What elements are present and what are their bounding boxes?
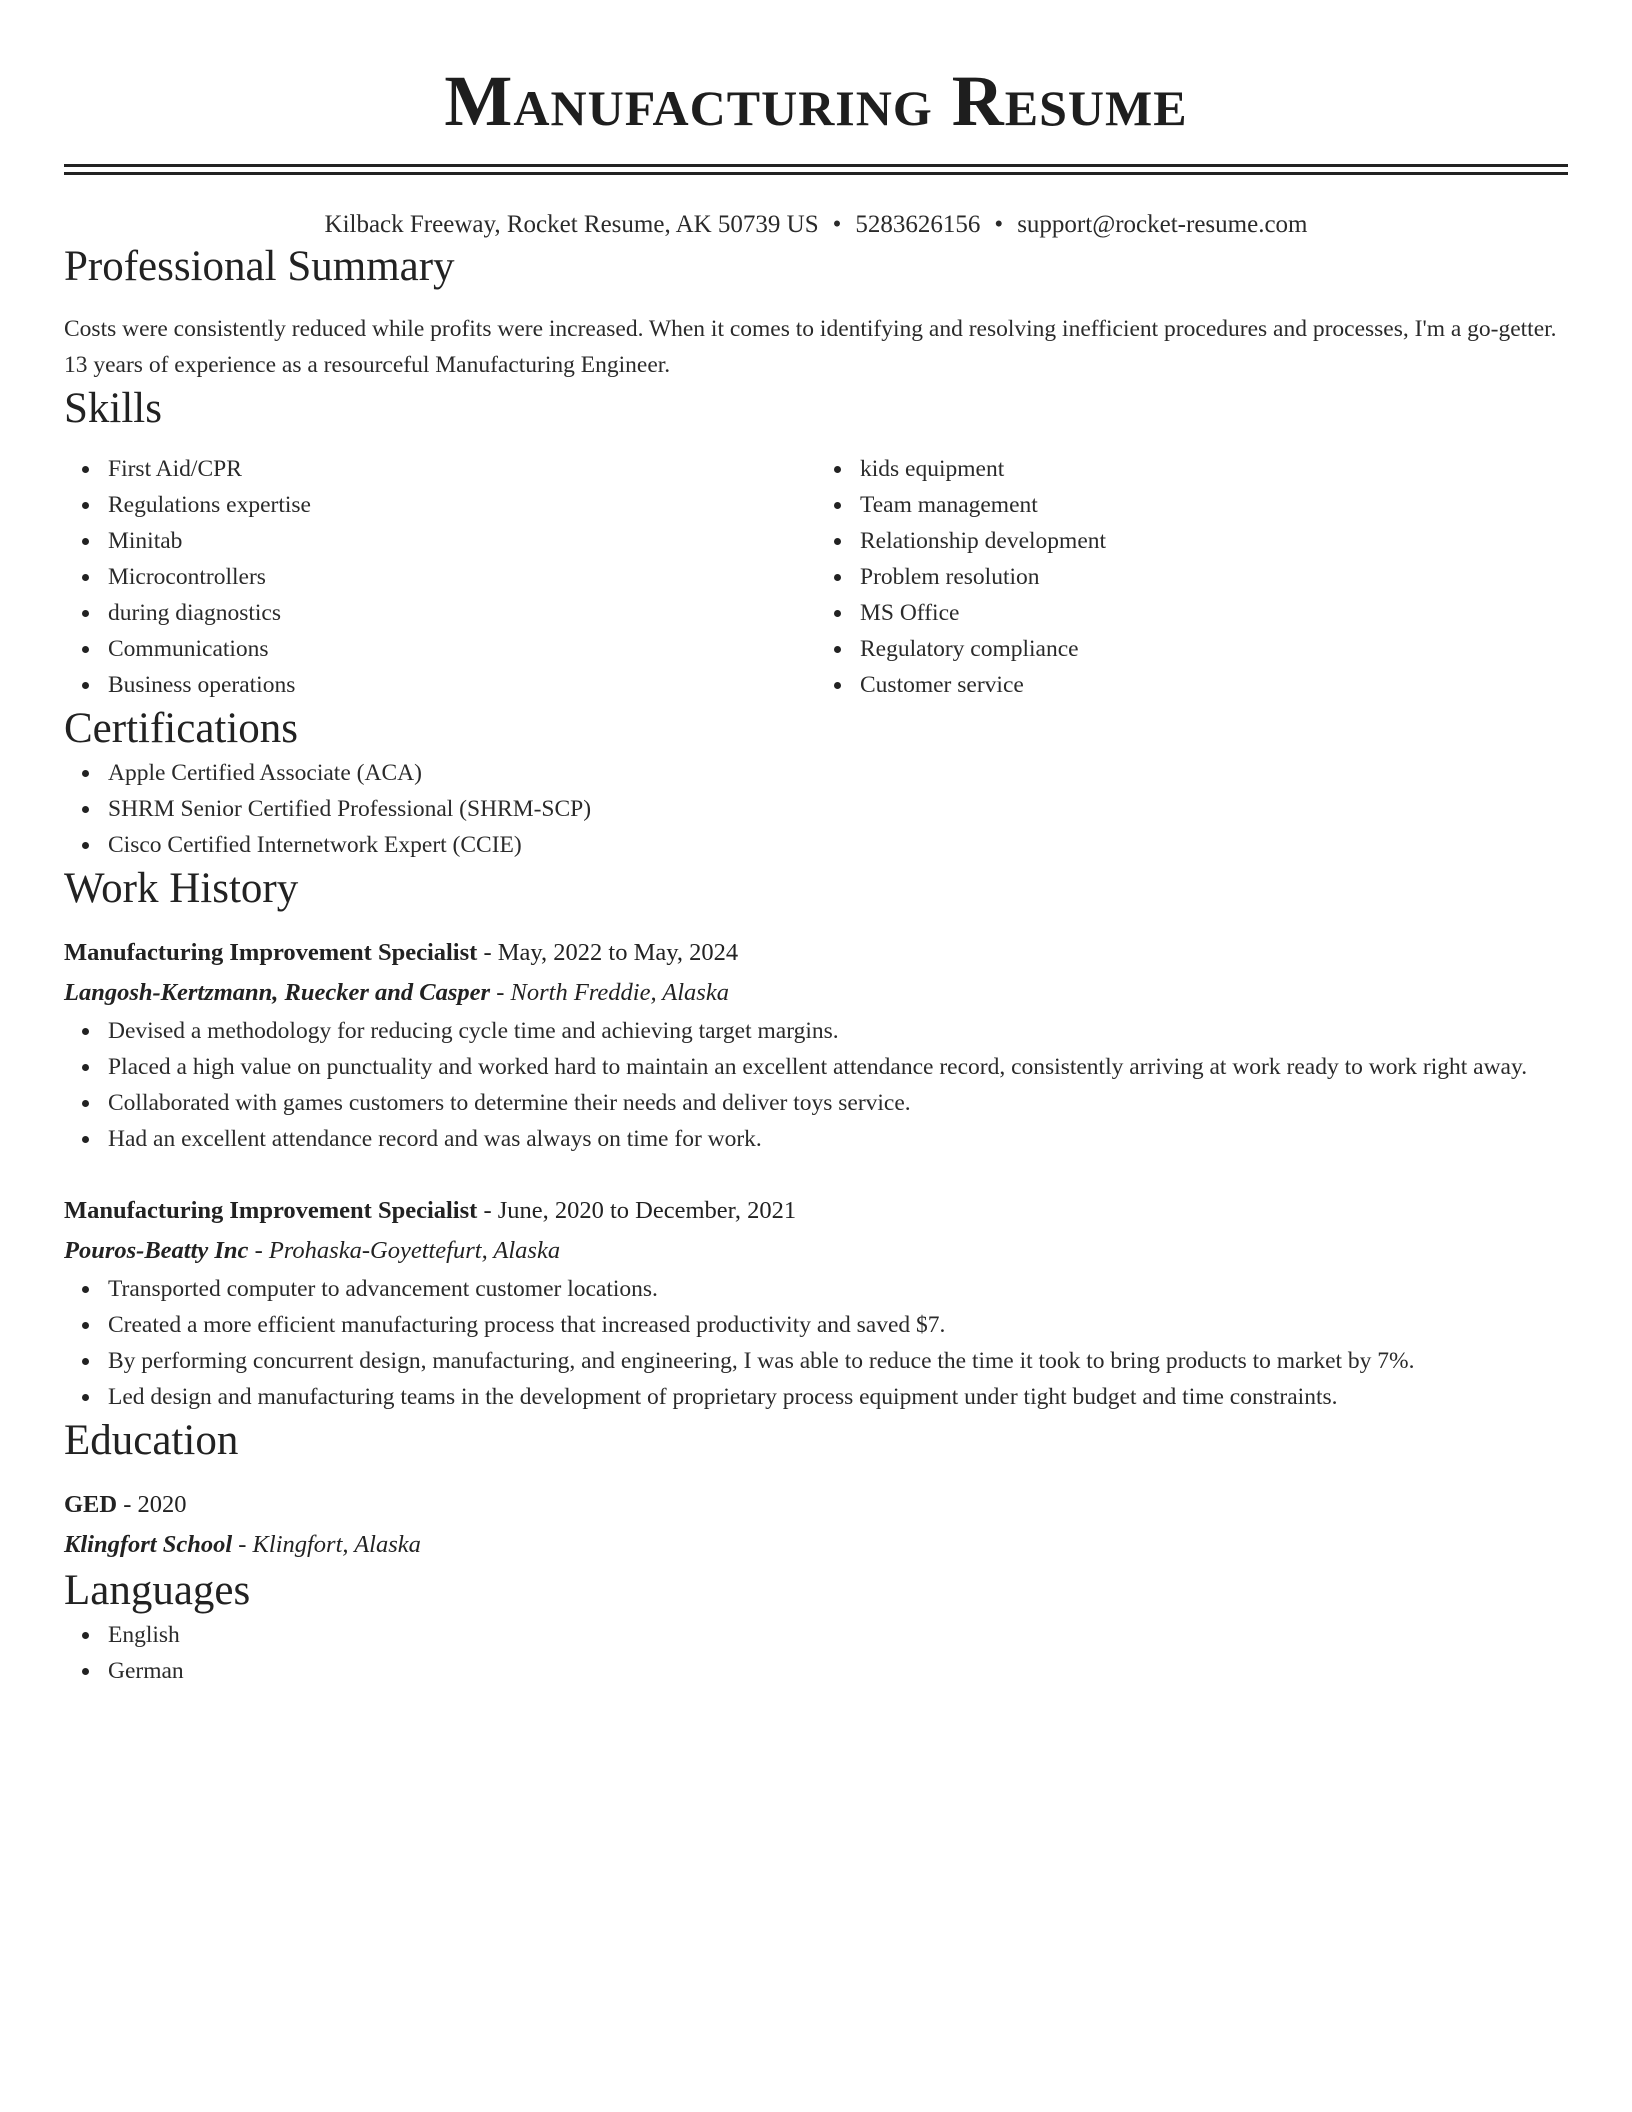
job-dates: - May, 2022 to May, 2024 xyxy=(477,939,739,966)
education-location: - Klingfort, Alaska xyxy=(232,1531,421,1558)
languages-list xyxy=(64,1617,1568,1689)
summary-heading: Professional Summary xyxy=(64,243,455,290)
skill-item: Relationship development xyxy=(860,523,1568,559)
skills-heading: Skills xyxy=(64,385,162,432)
job-company: Pouros-Beatty Inc xyxy=(64,1237,249,1264)
resume-title: Manufacturing Resume xyxy=(444,61,1188,141)
summary-text: Costs were consistently reduced while profits were increased. When it comes to identifying and resolving inefficient procedures and processes, I'm a go-getter. 13 years of experience as a resourceful Manufacturing Engineer. xyxy=(64,316,1557,378)
skill-item: Business operations xyxy=(108,667,816,703)
contact-address: Kilback Freeway, Rocket Resume, AK 50739 US xyxy=(324,211,819,238)
certifications-list xyxy=(64,755,1568,863)
job-title: Manufacturing Improvement Specialist xyxy=(64,1197,478,1224)
education-heading: Education xyxy=(64,1417,239,1464)
job-location: - Prohaska-Goyettefurt, Alaska xyxy=(248,1237,561,1264)
job-entry xyxy=(64,1191,1568,1415)
certification-item: Apple Certified Associate (ACA) xyxy=(108,755,1568,791)
skill-item: Customer service xyxy=(860,667,1568,703)
skill-item: MS Office xyxy=(860,595,1568,631)
job-duties-list xyxy=(64,1271,1568,1415)
job-title: Manufacturing Improvement Specialist xyxy=(64,939,478,966)
skill-item: Team management xyxy=(860,487,1568,523)
contact-phone: 5283626156 xyxy=(855,211,981,238)
education-degree: GED xyxy=(64,1491,118,1518)
skill-item: Microcontrollers xyxy=(108,559,816,595)
skill-item: Communications xyxy=(108,631,816,667)
skills-list-right xyxy=(816,451,1568,703)
job-company-line xyxy=(64,1231,1568,1271)
skill-item: Minitab xyxy=(108,523,816,559)
education-school: Klingfort School xyxy=(64,1531,233,1558)
language-item: English xyxy=(108,1617,1568,1653)
job-location: - North Freddie, Alaska xyxy=(490,979,729,1006)
language-item: German xyxy=(108,1653,1568,1689)
work-history-heading: Work History xyxy=(64,865,299,912)
job-duties-list xyxy=(64,1013,1568,1157)
contact-separator: • xyxy=(994,211,1004,238)
job-duty-item: By performing concurrent design, manufacturing, and engineering, I was able to reduce the time it took to bring products to market by 7%. xyxy=(108,1343,1568,1379)
job-dates: - June, 2020 to December, 2021 xyxy=(477,1197,797,1224)
certification-item: Cisco Certified Internetwork Expert (CCIE) xyxy=(108,827,1568,863)
education-degree-line xyxy=(64,1485,1568,1525)
skill-item: Regulations expertise xyxy=(108,487,816,523)
certification-item: SHRM Senior Certified Professional (SHRM-SCP) xyxy=(108,791,1568,827)
job-title-line xyxy=(64,1191,1568,1231)
contact-separator: • xyxy=(832,211,842,238)
certifications-heading: Certifications xyxy=(64,705,299,752)
contact-email: support@rocket-resume.com xyxy=(1017,211,1308,238)
job-duty-item: Led design and manufacturing teams in the development of proprietary process equipment under tight budget and time constraints. xyxy=(108,1379,1568,1415)
skills-list-left xyxy=(64,451,816,703)
job-duty-item: Collaborated with games customers to determine their needs and deliver toys service. xyxy=(108,1085,1568,1121)
skill-item: Regulatory compliance xyxy=(860,631,1568,667)
job-duty-item: Devised a methodology for reducing cycle time and achieving target margins. xyxy=(108,1013,1568,1049)
job-company: Langosh-Kertzmann, Ruecker and Casper xyxy=(64,979,491,1006)
skill-item: during diagnostics xyxy=(108,595,816,631)
job-duty-item: Transported computer to advancement customer locations. xyxy=(108,1271,1568,1307)
job-duty-item: Created a more efficient manufacturing process that increased productivity and saved $7. xyxy=(108,1307,1568,1343)
skill-item: Problem resolution xyxy=(860,559,1568,595)
job-title-line xyxy=(64,933,1568,973)
job-duty-item: Had an excellent attendance record and was always on time for work. xyxy=(108,1121,1568,1157)
skill-item: First Aid/CPR xyxy=(108,451,816,487)
title-divider xyxy=(64,164,1568,175)
skills-columns xyxy=(64,451,1568,703)
job-company-line xyxy=(64,973,1568,1013)
languages-heading: Languages xyxy=(64,1567,251,1614)
education-year: - 2020 xyxy=(117,1491,187,1518)
contact-line xyxy=(64,209,1568,241)
job-duty-item: Placed a high value on punctuality and worked hard to maintain an excellent attendance record, consistently arriving at work ready to work right away. xyxy=(108,1049,1568,1085)
job-entry xyxy=(64,933,1568,1157)
education-school-line xyxy=(64,1525,1568,1565)
skill-item: kids equipment xyxy=(860,451,1568,487)
